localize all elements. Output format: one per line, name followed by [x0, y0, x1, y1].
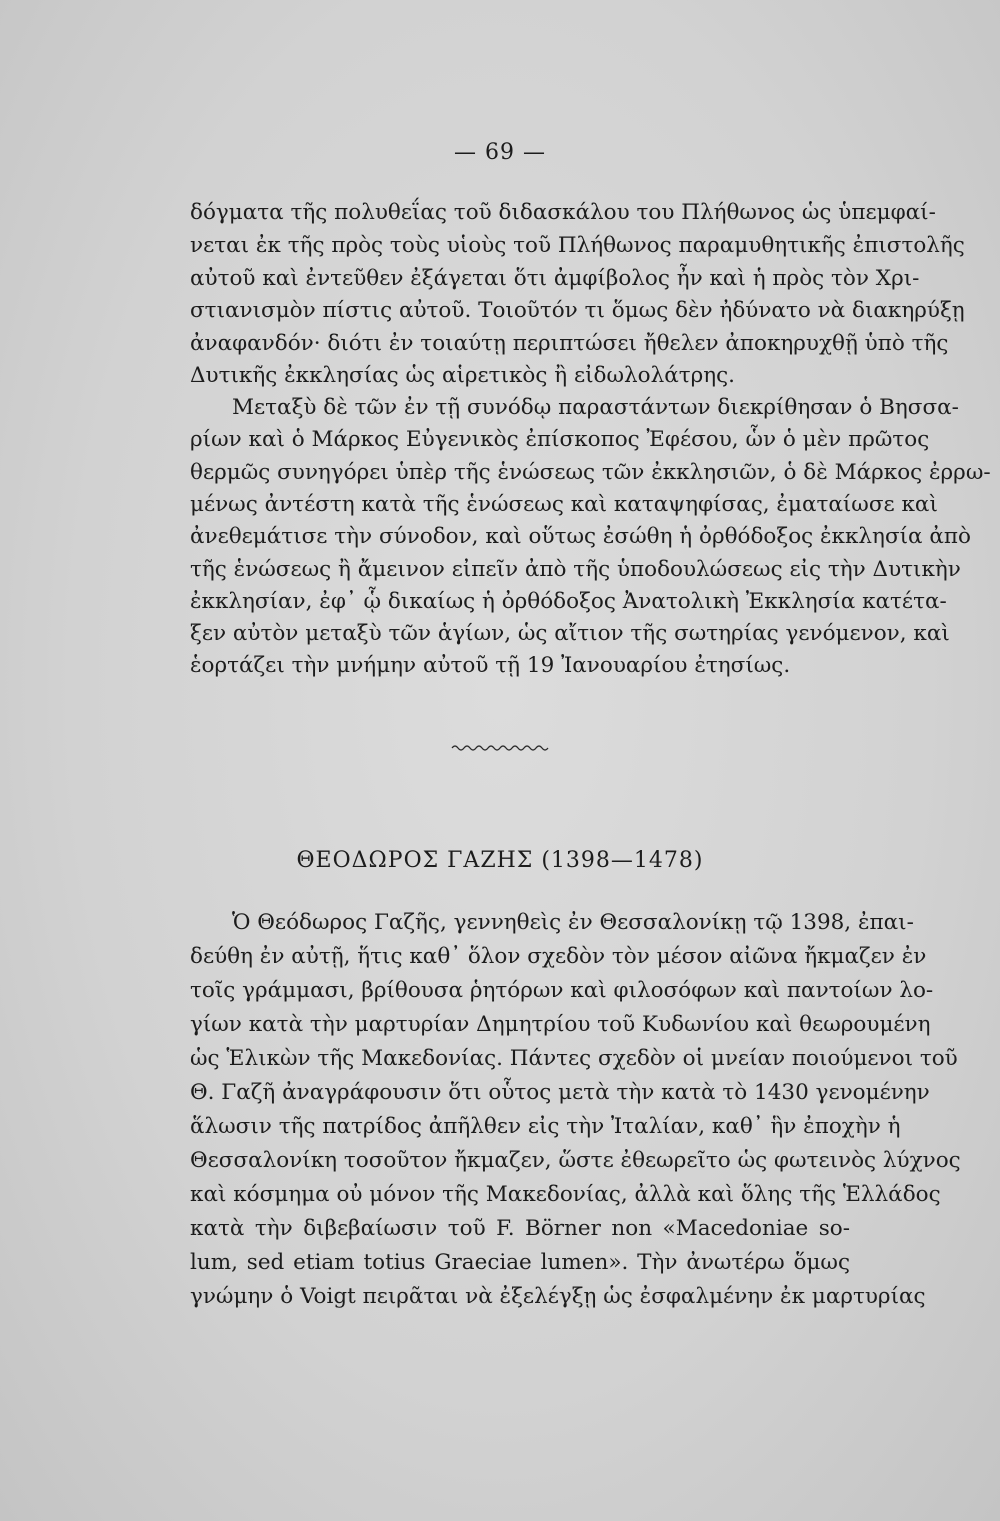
text-line: θερμῶς συνηγόρει ὑπὲρ τῆς ἑνώσεως τῶν ἐκκλησιῶν, ὁ δὲ Μάρκος ἐρρω-: [190, 460, 991, 485]
text-line: κατὰ τὴν διβεβαίωσιν τοῦ F. Börner non «Macedoniae so-: [190, 1216, 850, 1241]
text-line: δόγματα τῆς πολυθεΐας τοῦ διδασκάλου του Πλήθωνος ὡς ὑπεμφαί-: [190, 200, 936, 225]
text-line: Ὁ Θεόδωρος Γαζῆς, γεννηθεὶς ἐν Θεσσαλονίκῃ τῷ 1398, ἐπαι-: [232, 910, 914, 935]
text-line: δεύθη ἐν αὐτῇ, ἥτις καθ᾽ ὅλον σχεδὸν τὸν μέσον αἰῶνα ἤκμαζεν ἐν: [190, 944, 927, 969]
text-line: ἀναφανδόν· διότι ἐν τοιαύτῃ περιπτώσει ἤθελεν ἀποκηρυχθῇ ὑπὸ τῆς: [190, 331, 949, 356]
text-line: Θ. Γαζῆ ἀναγράφουσιν ὅτι οὗτος μετὰ τὴν κατὰ τὸ 1430 γενομένην: [190, 1080, 930, 1105]
text-line: Μεταξὺ δὲ τῶν ἐν τῇ συνόδῳ παραστάντων διεκρίθησαν ὁ Βησσα-: [232, 395, 959, 420]
text-line: Δυτικῆς ἐκκλησίας ὡς αἱρετικὸς ἢ εἰδωλολάτρης.: [190, 363, 736, 388]
text-line: τοῖς γράμμασι, βρίθουσα ῥητόρων καὶ φιλοσόφων καὶ παντοίων λο-: [190, 978, 934, 1003]
text-line: ἅλωσιν τῆς πατρίδος ἀπῆλθεν εἰς τὴν Ἰταλίαν, καθ᾽ ἣν ἐποχὴν ἡ: [190, 1114, 901, 1139]
text-line: μένως ἀντέστη κατὰ τῆς ἑνώσεως καὶ καταψηφίσας, ἐματαίωσε καὶ: [190, 492, 938, 517]
text-line: νεται ἐκ τῆς πρὸς τοὺς υἱοὺς τοῦ Πλήθωνος παραμυθητικῆς ἐπιστολῆς: [190, 233, 965, 258]
text-line: Θεσσαλονίκη τοσοῦτον ἤκμαζεν, ὥστε ἐθεωρεῖτο ὡς φωτεινὸς λύχνος: [190, 1148, 961, 1173]
text-line: τῆς ἑνώσεως ἢ ἄμεινον εἰπεῖν ἀπὸ τῆς ὑποδουλώσεως εἰς τὴν Δυτικὴν: [190, 557, 961, 582]
text-line: ὡς Ἑλικὼν τῆς Μακεδονίας. Πάντες σχεδὸν οἱ μνείαν ποιούμενοι τοῦ: [190, 1046, 958, 1071]
text-line: στιανισμὸν πίστις αὐτοῦ. Τοιοῦτόν τι ὅμως δὲν ἠδύνατο νὰ διακηρύξῃ: [190, 298, 965, 323]
text-line: lum, sed etiam totius Graeciae lumen». Τὴν ἀνωτέρω ὅμως: [190, 1250, 850, 1275]
text-line: ρίων καὶ ὁ Μάρκος Εὐγενικὸς ἐπίσκοπος Ἐφέσου, ὧν ὁ μὲν πρῶτος: [190, 427, 930, 452]
page-number: — 69 —: [454, 140, 546, 165]
ornament-divider: [450, 742, 550, 754]
text-line: αὐτοῦ καὶ ἐντεῦθεν ἐξάγεται ὅτι ἀμφίβολος ἦν καὶ ἡ πρὸς τὸν Χρι-: [190, 266, 920, 291]
section-heading: ΘΕΟΔΩΡΟΣ ΓΑΖΗΣ (1398—1478): [296, 848, 704, 873]
text-line: ἀνεθεμάτισε τὴν σύνοδον, καὶ οὕτως ἐσώθη ἡ ὀρθόδοξος ἐκκλησία ἀπὸ: [190, 524, 971, 549]
text-line: γίων κατὰ τὴν μαρτυρίαν Δημητρίου τοῦ Κυδωνίου καὶ θεωρουμένη: [190, 1012, 931, 1037]
text-line: γνώμην ὁ Voigt πειρᾶται νὰ ἐξελέγξῃ ὡς ἐσφαλμένην ἐκ μαρτυρίας: [190, 1284, 926, 1309]
text-line: ἐκκλησίαν, ἐφ᾽ ᾧ δικαίως ἡ ὀρθόδοξος Ἀνατολικὴ Ἐκκλησία κατέτα-: [190, 589, 947, 614]
text-line: ἑορτάζει τὴν μνήμην αὐτοῦ τῇ 19 Ἰανουαρίου ἐτησίως.: [190, 653, 791, 678]
text-line: ξεν αὐτὸν μεταξὺ τῶν ἁγίων, ὡς αἴτιον τῆς σωτηρίας γενόμενον, καὶ: [190, 621, 950, 646]
text-line: καὶ κόσμημα οὐ μόνον τῆς Μακεδονίας, ἀλλὰ καὶ ὅλης τῆς Ἑλλάδος: [190, 1182, 941, 1207]
